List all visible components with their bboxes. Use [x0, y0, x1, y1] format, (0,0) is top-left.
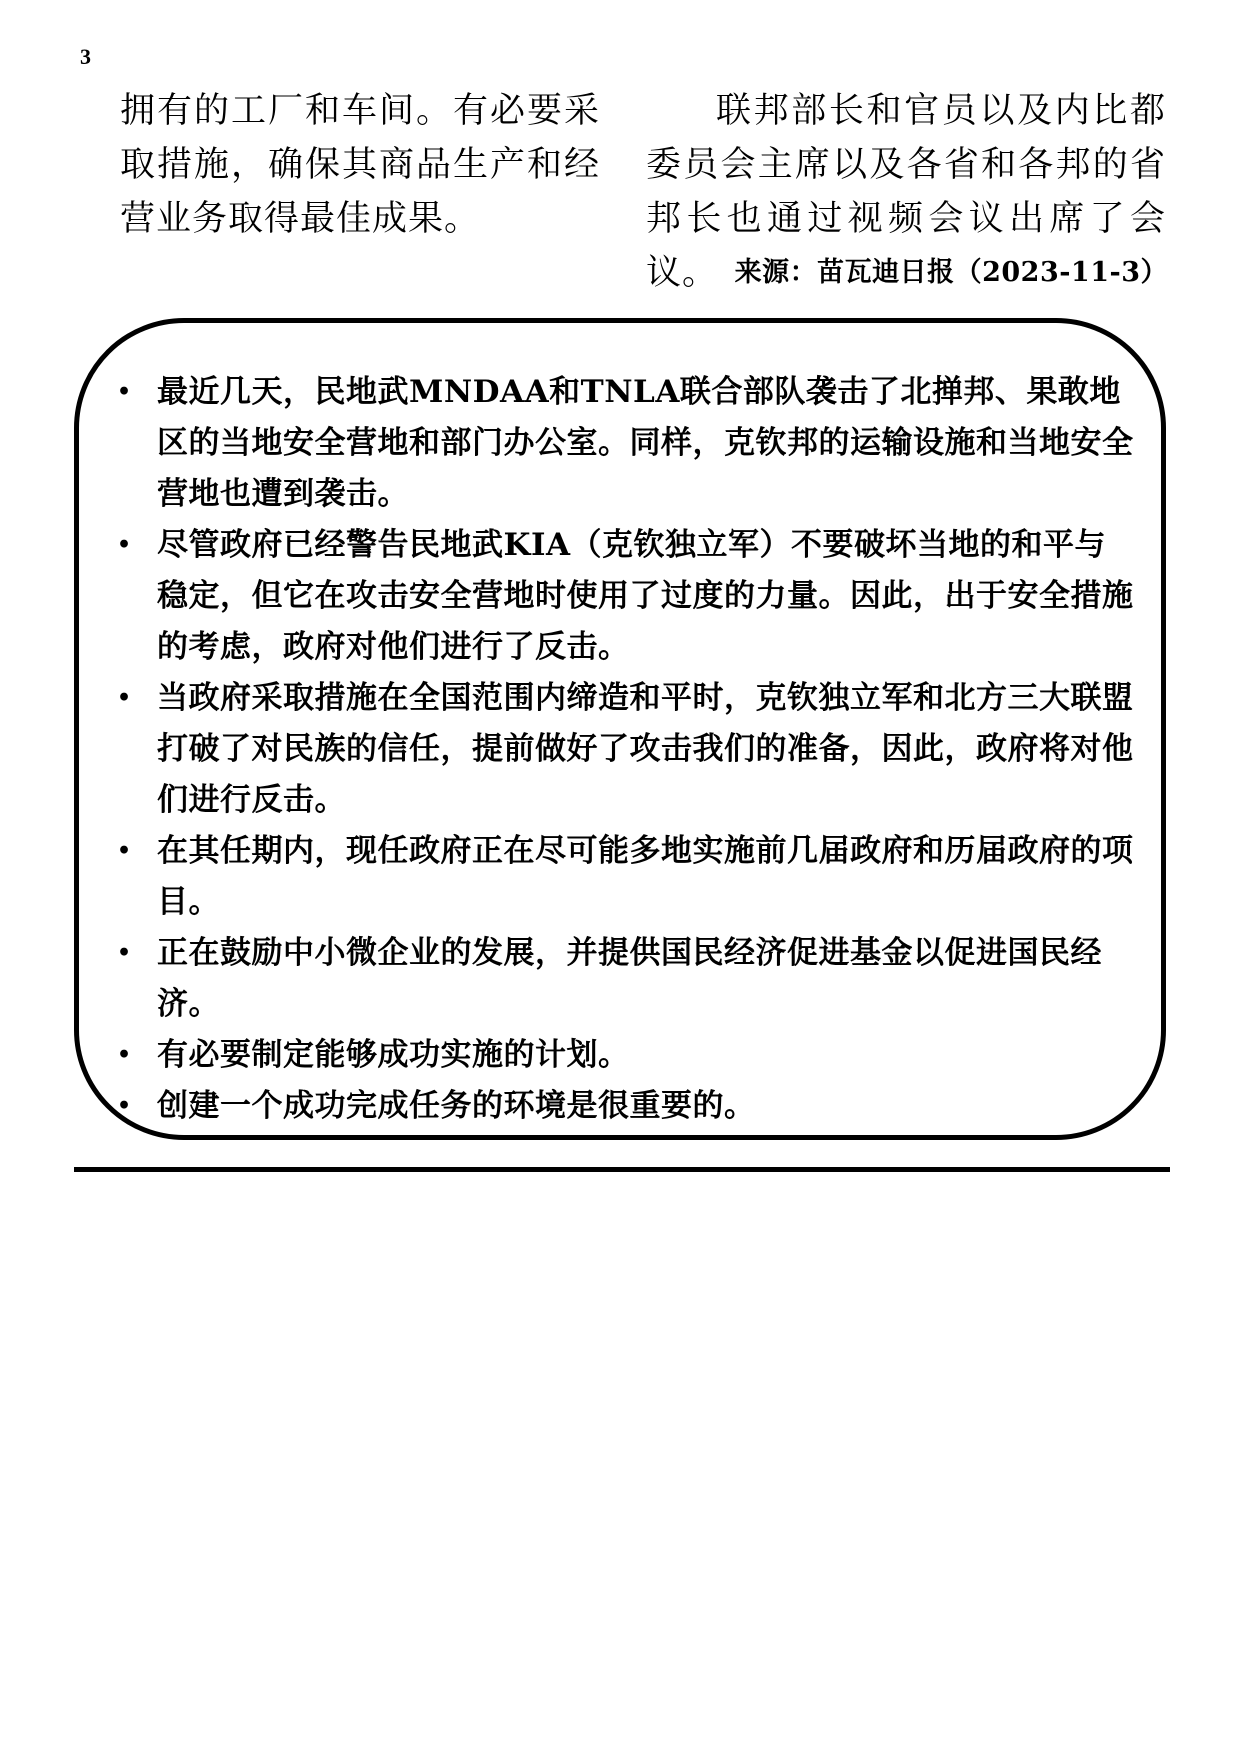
summary-item: [115, 928, 1135, 1030]
bullet-icon: •: [117, 838, 132, 864]
summary-item: [115, 1081, 1135, 1132]
bullet-icon: •: [117, 379, 132, 405]
summary-item-text: 创建一个成功完成任务的环境是很重要的。: [157, 1088, 756, 1124]
page-number: 3: [80, 44, 91, 69]
summary-box: [74, 318, 1166, 1140]
horizontal-rule: [74, 1167, 1170, 1172]
article-left-column: 拥有的工厂和车间。有必要采取措施，确保其商品生产和经营业务取得最佳成果。: [120, 91, 600, 239]
summary-item: [115, 1030, 1135, 1081]
article-source: 来源：苗瓦迪日报（2023-11-3）: [734, 257, 1168, 288]
summary-item: [115, 520, 1135, 673]
article-right-column: 联邦部长和官员以及内比都委员会主席以及各省和各邦的省邦长也通过视频会议出席了会议。: [646, 91, 1166, 293]
bullet-icon: •: [117, 1093, 132, 1119]
summary-item: [115, 826, 1135, 928]
bullet-icon: •: [117, 940, 132, 966]
bullet-icon: •: [117, 685, 132, 711]
summary-list: [115, 367, 1135, 1132]
bullet-icon: •: [117, 532, 132, 558]
summary-item: [115, 367, 1135, 520]
bullet-icon: •: [117, 1042, 132, 1068]
summary-item-text: 有必要制定能够成功实施的计划。: [157, 1037, 630, 1073]
summary-item-text: 在其任期内，现任政府正在尽可能多地实施前几届政府和历届政府的项目。: [157, 833, 1134, 920]
summary-item-text: 当政府采取措施在全国范围内缔造和平时，克钦独立军和北方三大联盟打破了对民族的信任，提前做好了攻击我们的准备，因此，政府将对他们进行反击。: [157, 680, 1134, 818]
summary-item: [115, 673, 1135, 826]
summary-item-text: 尽管政府已经警告民地武KIA（克钦独立军）不要破坏当地的和平与稳定，但它在攻击安全营地时使用了过度的力量。因此，出于安全措施的考虑，政府对他们进行了反击。: [157, 527, 1134, 665]
summary-item-text: 最近几天，民地武MNDAA和TNLA联合部队袭击了北掸邦、果敢地区的当地安全营地和部门办公室。同样，克钦邦的运输设施和当地安全营地也遭到袭击。: [157, 374, 1134, 512]
summary-item-text: 正在鼓励中小微企业的发展，并提供国民经济促进基金以促进国民经济。: [157, 935, 1102, 1022]
